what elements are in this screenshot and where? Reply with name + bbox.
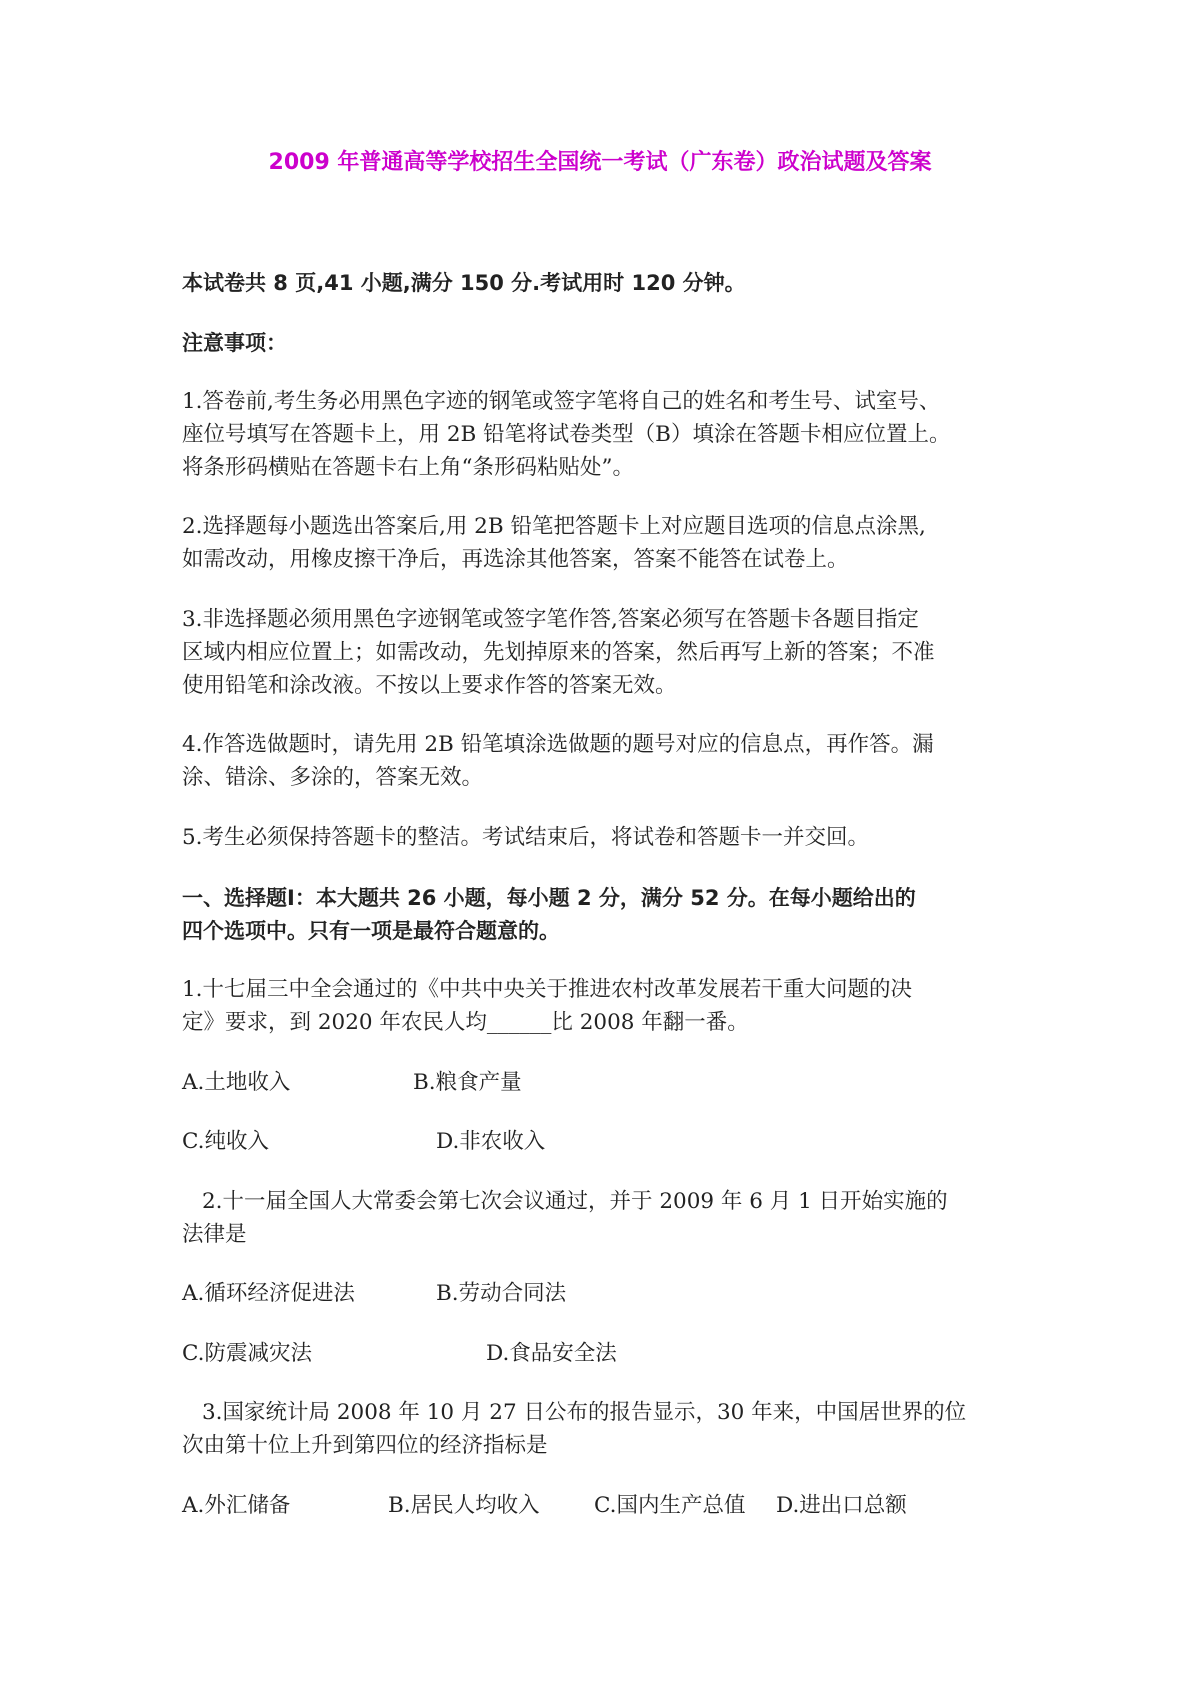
section-1-heading-line-1: 一、选择题Ⅰ：本大题共 26 小题，每小题 2 分，满分 52 分。在每小题给出的 xyxy=(182,886,916,910)
question-3-option-c: C.国内生产总值 xyxy=(594,1493,746,1518)
question-2-line-1: 2.十一届全国人大常委会第七次会议通过，并于 2009 年 6 月 1 日开始实施的 xyxy=(202,1189,948,1214)
notice-2-line-2: 如需改动，用橡皮擦干净后，再选涂其他答案，答案不能答在试卷上。 xyxy=(182,547,849,572)
notice-4-line-1: 4.作答选做题时，请先用 2B 铅笔填涂选做题的题号对应的信息点，再作答。漏 xyxy=(182,732,934,757)
notice-1-line-3: 将条形码横贴在答题卡右上角“条形码粘贴处”。 xyxy=(182,455,634,480)
notice-5-line-1: 5.考生必须保持答题卡的整洁。考试结束后，将试卷和答题卡一并交回。 xyxy=(182,825,870,850)
question-3-option-b: B.居民人均收入 xyxy=(388,1493,540,1518)
question-2-option-a: A.循环经济促进法 xyxy=(182,1281,355,1306)
question-1-option-b: B.粮食产量 xyxy=(413,1070,522,1095)
question-1-option-a: A.土地收入 xyxy=(182,1070,291,1095)
exam-intro: 本试卷共 8 页,41 小题,满分 150 分.考试用时 120 分钟。 xyxy=(182,271,746,295)
question-3-option-d: D.进出口总额 xyxy=(776,1493,907,1518)
question-1-option-d: D.非农收入 xyxy=(436,1129,546,1154)
notice-3-line-1: 3.非选择题必须用黑色字迹钢笔或签字笔作答,答案必须写在答题卡各题目指定 xyxy=(182,607,919,632)
notice-3-line-3: 使用铅笔和涂改液。不按以上要求作答的答案无效。 xyxy=(182,673,677,698)
question-2-line-2: 法律是 xyxy=(182,1222,247,1247)
document-title: 2009 年普通高等学校招生全国统一考试（广东卷）政治试题及答案 xyxy=(268,150,932,175)
notice-heading: 注意事项： xyxy=(182,331,287,355)
question-3-line-1: 3.国家统计局 2008 年 10 月 27 日公布的报告显示，30 年来，中国居世界的位 xyxy=(202,1400,967,1425)
notice-4-line-2: 涂、错涂、多涂的，答案无效。 xyxy=(182,765,484,790)
question-1-line-1: 1.十七届三中全会通过的《中共中央关于推进农村改革发展若干重大问题的决 xyxy=(182,977,913,1002)
question-2-option-b: B.劳动合同法 xyxy=(436,1281,567,1306)
notice-2-line-1: 2.选择题每小题选出答案后,用 2B 铅笔把答题卡上对应题目选项的信息点涂黑, xyxy=(182,514,926,539)
question-1-option-c: C.纯收入 xyxy=(182,1129,270,1154)
section-1-heading-line-2: 四个选项中。只有一项是最符合题意的。 xyxy=(182,919,560,943)
question-2-option-d: D.食品安全法 xyxy=(486,1341,617,1366)
question-3-line-2: 次由第十位上升到第四位的经济指标是 xyxy=(182,1433,548,1458)
question-1-line-2: 定》要求，到 2020 年农民人均______比 2008 年翻一番。 xyxy=(182,1010,749,1035)
question-2-option-c: C.防震减灾法 xyxy=(182,1341,313,1366)
notice-1-line-1: 1.答卷前,考生务必用黑色字迹的钢笔或签字笔将自己的姓名和考生号、试室号、 xyxy=(182,389,941,414)
question-3-option-a: A.外汇储备 xyxy=(182,1493,291,1518)
notice-3-line-2: 区域内相应位置上；如需改动，先划掉原来的答案，然后再写上新的答案；不准 xyxy=(182,640,935,665)
notice-1-line-2: 座位号填写在答题卡上，用 2B 铅笔将试卷类型（B）填涂在答题卡相应位置上。 xyxy=(182,422,951,447)
